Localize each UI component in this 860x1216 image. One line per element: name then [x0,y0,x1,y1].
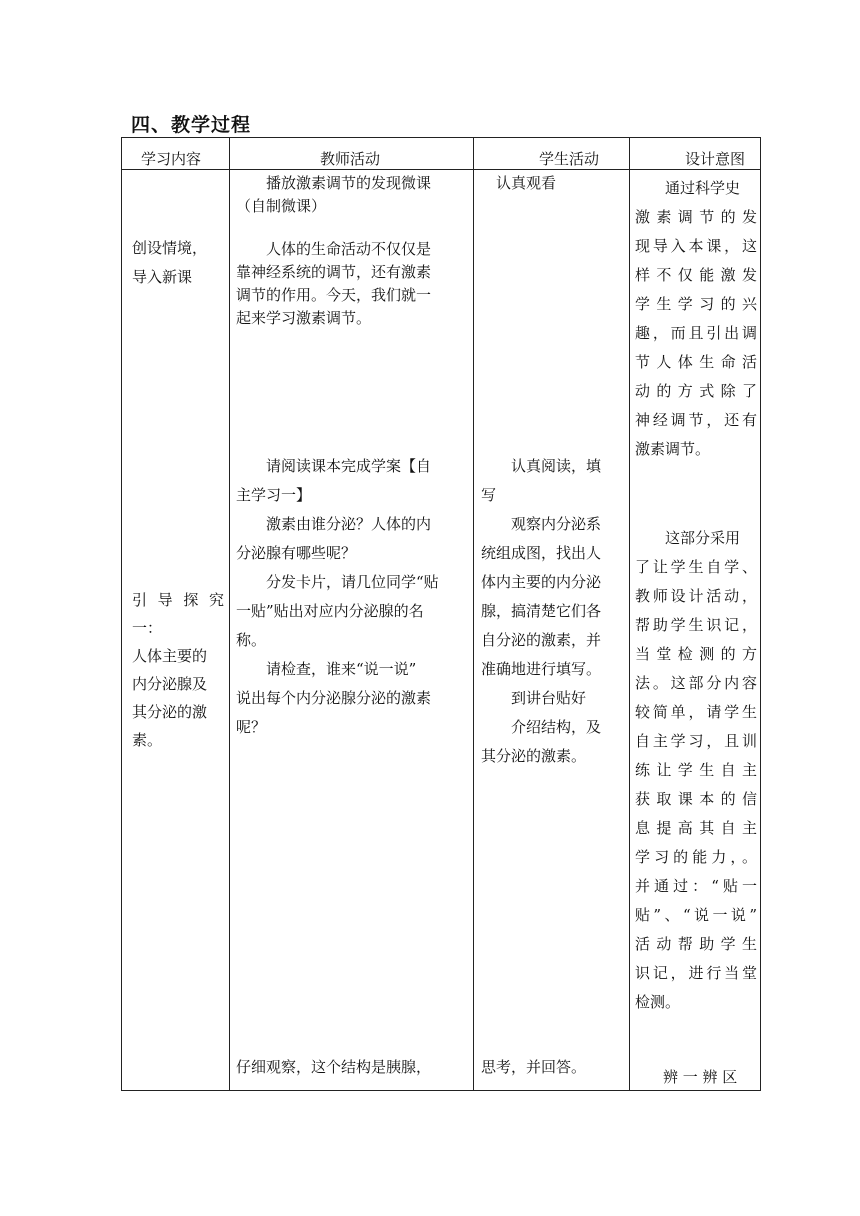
design-line: 法。这部分内容 [635,674,757,692]
design-line: 学生学习的兴 [635,295,757,313]
teacher-line: 呢？ [236,718,267,736]
design-line: 息提高其自主 [635,819,757,837]
header-content: 学习内容 [141,150,202,168]
student-line: 认真阅读，填 [511,457,602,475]
student-line: 其分泌的激素。 [481,747,587,765]
teacher-line: 仔细观察，这个结构是胰腺， [236,1058,432,1076]
header-teacher: 教师活动 [320,150,381,168]
content-line: 创设情境， [132,239,208,257]
design-line: 节人体生命活 [635,353,757,371]
content-line: 素。 [132,731,163,749]
teacher-line: 说出每个内分泌腺分泌的激素 [236,689,432,707]
student-line: 观察内分泌系 [511,515,602,533]
student-line: 思考，并回答。 [481,1058,587,1076]
teacher-line: 播放激素调节的发现微课 [266,174,432,192]
design-line: 学习的能力，。 [635,848,757,866]
section-title: 四、教学过程 [131,114,252,136]
content-line: 人体主要的 [132,647,208,665]
teacher-line: 靠神经系统的调节，还有激素 [236,263,432,281]
teacher-line: 调节的作用。今天，我们就一 [236,286,432,304]
design-explore [635,524,757,1017]
design-line: 教师设计活动， [635,587,757,605]
header-student: 学生活动 [539,150,600,168]
student-line: 准确地进行填写。 [481,660,602,678]
teacher-line: 请检查，谁来“说一说” [266,660,417,678]
student-line: 腺，搞清楚它们各 [481,602,602,620]
header-divider [122,169,760,170]
student-answer [481,1053,625,1082]
column-divider [629,138,630,1090]
design-line: 较简单，请学生 [635,703,757,721]
design-line: 激素调节。 [635,440,711,458]
student-line: 统组成图，找出人 [481,544,602,562]
design-line: 自主学习，且训 [635,732,757,750]
content-intro [132,234,224,292]
student-line: 写 [481,486,497,504]
design-line: 活动帮助学生 [635,935,757,953]
design-line: 了让学生自学、 [635,558,757,576]
design-line: 趣，而且引出调 [635,324,757,342]
student-line: 介绍结构，及 [511,718,602,736]
design-line: 当堂检测的方 [635,645,757,663]
design-line: 贴”、“说一说” [635,906,757,924]
teacher-line: 请阅读课本完成学案【自 [266,457,432,475]
student-line: 认真观看 [496,174,557,192]
teacher-play-video [236,172,468,218]
design-distinguish [635,1063,757,1092]
teacher-introduction [236,238,468,330]
teacher-line: 主学习一】 [236,486,312,504]
teacher-line: 称。 [236,631,267,649]
design-line: 动的方式除了 [635,382,757,400]
teacher-line: 起来学习激素调节。 [236,309,372,327]
design-line: 获取课本的信 [635,790,757,808]
student-read [481,452,625,771]
design-line: 激素调节的发 [635,208,757,226]
student-line: 到讲台贴好 [511,689,587,707]
design-line: 辨 一 辨 区 [663,1068,738,1086]
teacher-line: 人体的生命活动不仅仅是 [266,240,432,258]
teacher-line: 激素由谁分泌？人体的内 [266,515,432,533]
teacher-line: 分泌腺有哪些呢？ [236,544,357,562]
content-line: 其分泌的激 [132,703,208,721]
teacher-observe [236,1053,468,1082]
teacher-line: 一贴”贴出对应内分泌腺的名 [236,602,424,620]
teaching-process-table [121,137,761,1091]
teacher-self-study [236,452,468,742]
design-line: 这部分采用 [665,529,741,547]
student-line: 自分泌的激素，并 [481,631,602,649]
design-line: 检测。 [635,993,681,1011]
design-line: 神经调节，还有 [635,411,757,429]
column-divider [229,138,230,1090]
design-line: 通过科学史 [665,179,741,197]
design-line: 并通过：“贴一 [635,877,757,895]
header-design: 设计意图 [685,150,746,168]
design-line: 现导入本课，这 [635,237,757,255]
content-line: 一： [132,619,163,637]
design-intro [635,174,757,464]
design-line: 识记，进行当堂 [635,964,757,982]
teacher-line: （自制微课） [236,197,327,215]
teacher-line: 分发卡片，请几位同学“贴 [266,573,439,591]
design-line: 练让学生自主 [635,761,757,779]
content-explore-one [132,586,224,754]
content-line: 内分泌腺及 [132,675,208,693]
design-line: 帮助学生识记， [635,616,757,634]
student-watch [481,172,625,195]
content-line: 引 导 探 究 [132,591,224,609]
column-divider [473,138,474,1090]
student-line: 体内主要的内分泌 [481,573,602,591]
design-line: 样不仅能激发 [635,266,757,284]
content-line: 导入新课 [132,268,193,286]
